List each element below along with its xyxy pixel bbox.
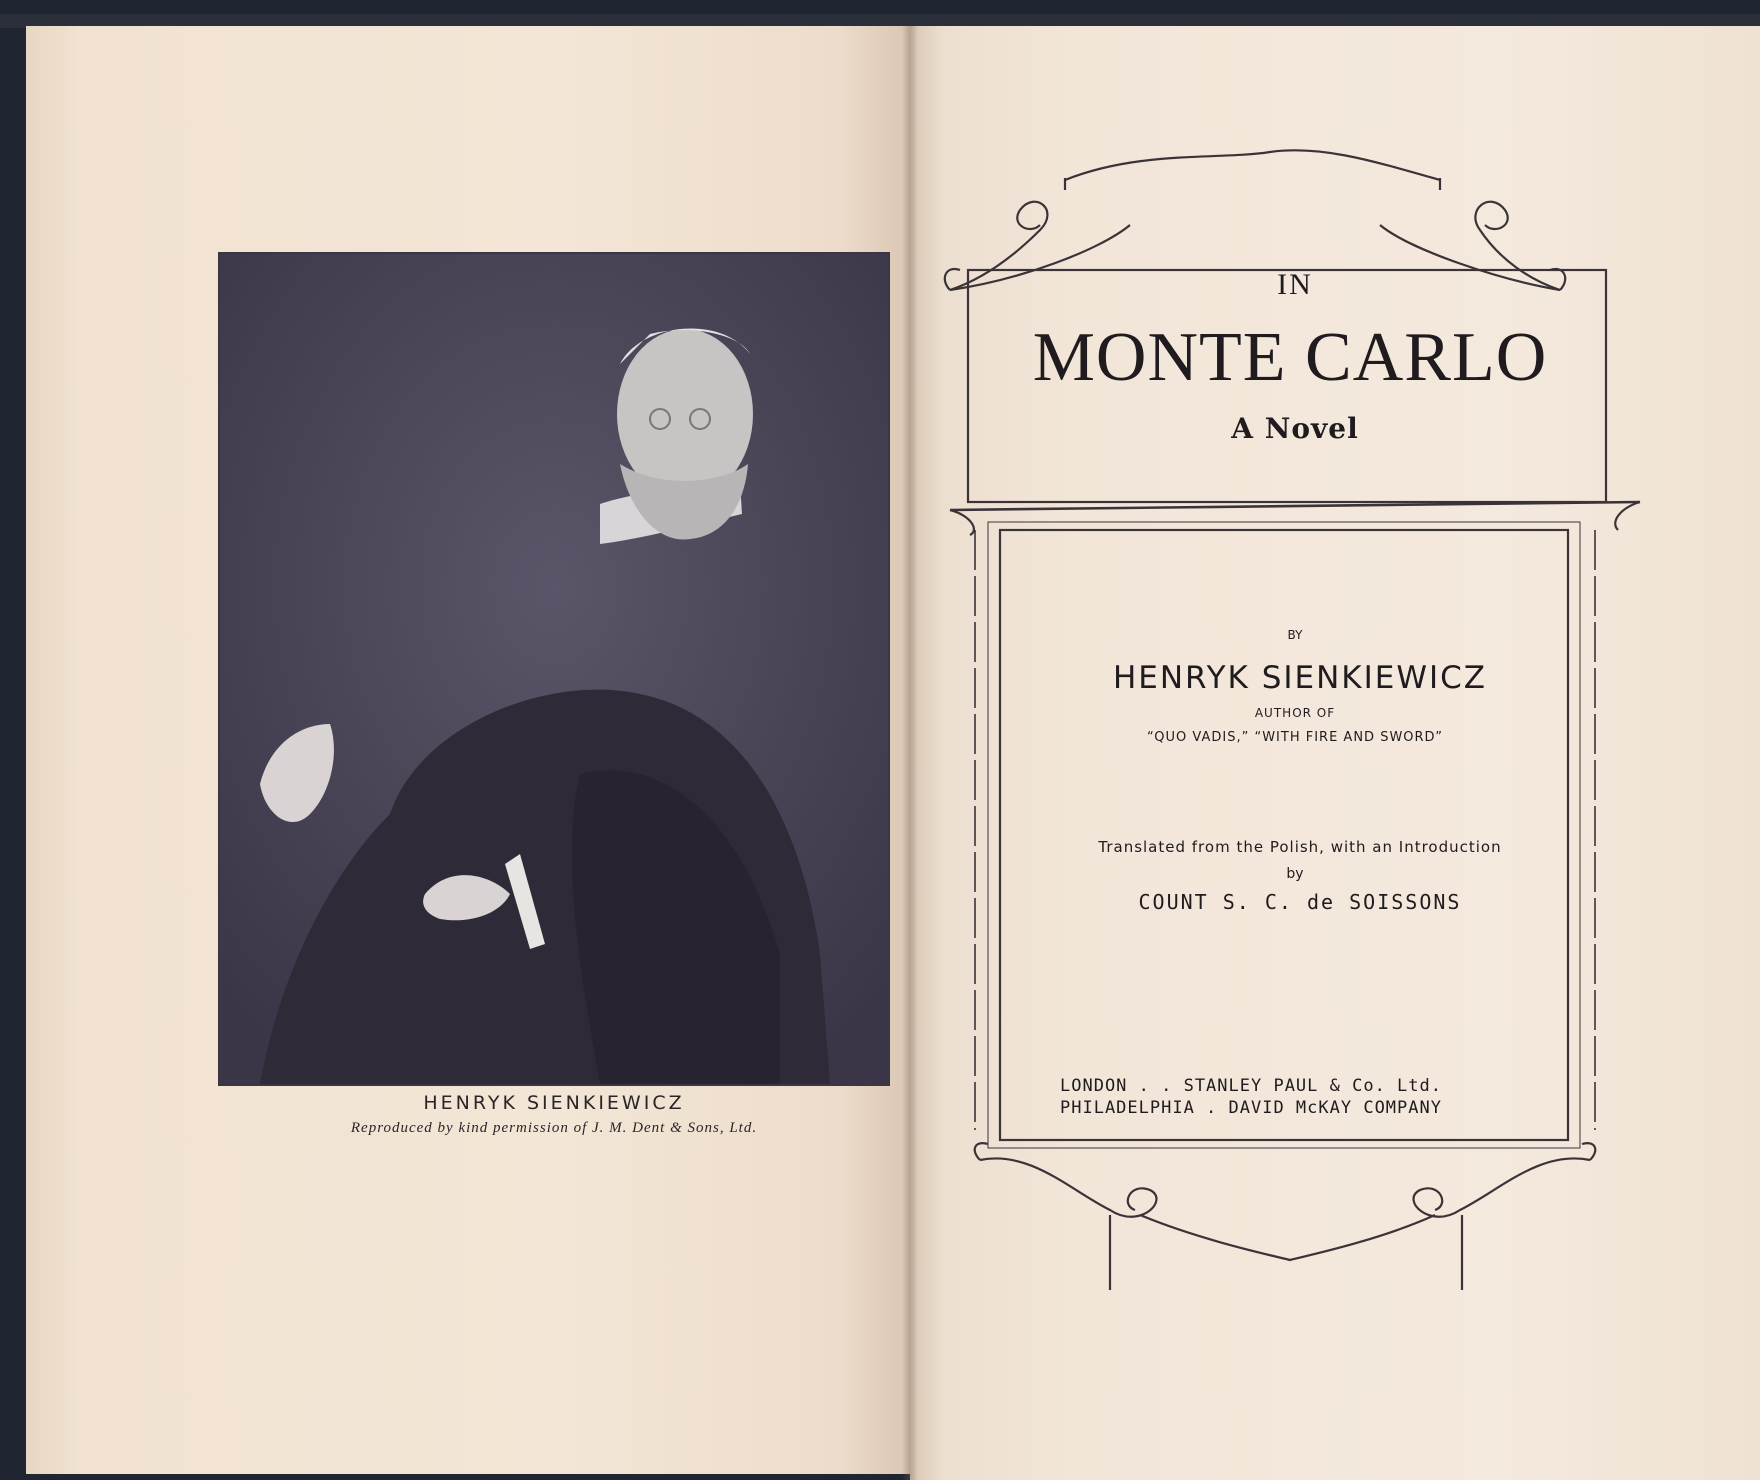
portrait-caption-credit: Reproduced by kind permission of J. M. Dent & Sons, Ltd.: [350, 1120, 758, 1136]
translator-name: COUNT S. C. de SOISSONS: [1138, 890, 1462, 914]
portrait-caption: [218, 1092, 890, 1137]
by-label: BY: [1287, 628, 1303, 642]
book-gutter: [902, 26, 918, 1480]
book-title: MONTE CARLO: [1032, 319, 1548, 396]
author-previous-works: “QUO VADIS,” “WITH FIRE AND SWORD”: [1147, 730, 1443, 745]
translation-note: Translated from the Polish, with an Introduction: [1098, 838, 1502, 856]
author-portrait: [218, 252, 890, 1086]
author-of-label: AUTHOR OF: [1254, 706, 1336, 720]
translated-by-label: by: [1286, 866, 1304, 882]
title-prefix: IN: [1277, 268, 1313, 301]
portrait-photo: [220, 254, 888, 1084]
author-name: HENRYK SIENKIEWICZ: [1112, 660, 1488, 696]
book-subtitle: A Novel: [1231, 412, 1359, 445]
portrait-caption-name: HENRYK SIENKIEWICZ: [423, 1092, 685, 1114]
publisher-line-philadelphia: PHILADELPHIA . DAVID McKAY COMPANY: [1060, 1098, 1442, 1118]
publisher-line-london: LONDON . . STANLEY PAUL & Co. Ltd.: [1060, 1076, 1442, 1096]
